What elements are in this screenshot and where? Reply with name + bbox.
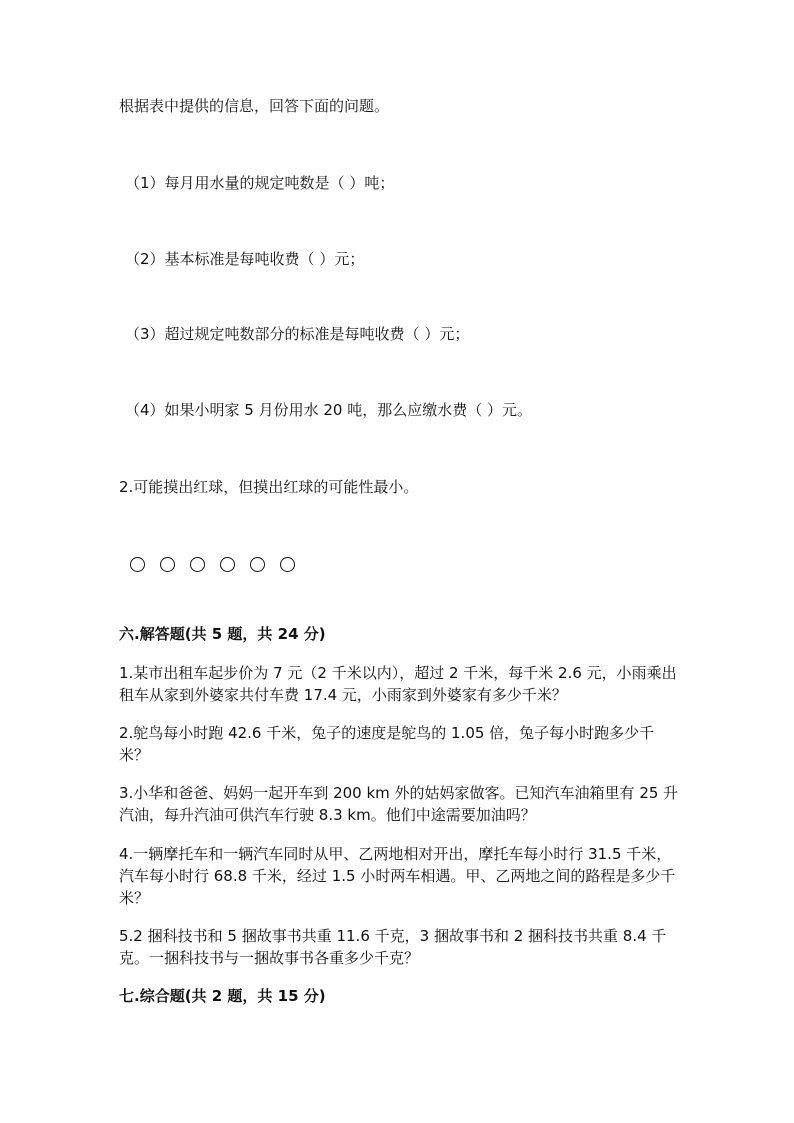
problem-3: 3.小华和爸爸、妈妈一起开车到 200 km 外的姑妈家做客。已知汽车油箱里有 25 升汽油，每升汽油可供汽车行驶 8.3 km。他们中途需要加油吗？ [119, 784, 679, 824]
ball-circles [130, 557, 295, 572]
ball-circle[interactable] [160, 557, 175, 572]
section-6-heading: 六.解答题(共 5 题，共 24 分) [119, 625, 326, 643]
problem-1: 1.某市出租车起步价为 7 元（2 千米以内），超过 2 千米，每千米 2.6 元，小雨乘出租车从家到外婆家共付车费 17.4 元，小雨家到外婆家有多少千米？ [119, 664, 677, 704]
ball-circle[interactable] [190, 557, 205, 572]
section-7-heading: 七.综合题(共 2 题，共 15 分) [119, 987, 326, 1005]
ball-circle[interactable] [220, 557, 235, 572]
ball-circle[interactable] [250, 557, 265, 572]
problem-4: 4.一辆摩托车和一辆汽车同时从甲、乙两地相对开出，摩托车每小时行 31.5 千米，汽车每小时行 68.8 千米，经过 1.5 小时两车相遇。甲、乙两地之间的路程是多少千米？ [119, 845, 676, 907]
fill-question-2: （2）基本标准是每吨收费（ ）元； [125, 250, 365, 268]
ball-circle[interactable] [280, 557, 295, 572]
intro-text: 根据表中提供的信息，回答下面的问题。 [119, 97, 390, 115]
fill-question-1: （1）每月用水量的规定吨数是（ ）吨； [125, 174, 395, 192]
problem-2: 2.鸵鸟每小时跑 42.6 千米，兔子的速度是鸵鸟的 1.05 倍，兔子每小时跑多少千米？ [119, 724, 655, 764]
problem-5: 5.2 捆科技书和 5 捆故事书共重 11.6 千克，3 捆故事书和 2 捆科技书共重 8.4 千克。一捆科技书与一捆故事书各重多少千克？ [119, 927, 667, 967]
fill-question-4: （4）如果小明家 5 月份用水 20 吨，那么应缴水费（ ）元。 [125, 401, 533, 419]
ball-circle[interactable] [130, 557, 145, 572]
fill-question-3: （3）超过规定吨数部分的标准是每吨收费（ ）元； [125, 325, 470, 343]
question-2-text: 2.可能摸出红球，但摸出红球的可能性最小。 [119, 478, 419, 496]
